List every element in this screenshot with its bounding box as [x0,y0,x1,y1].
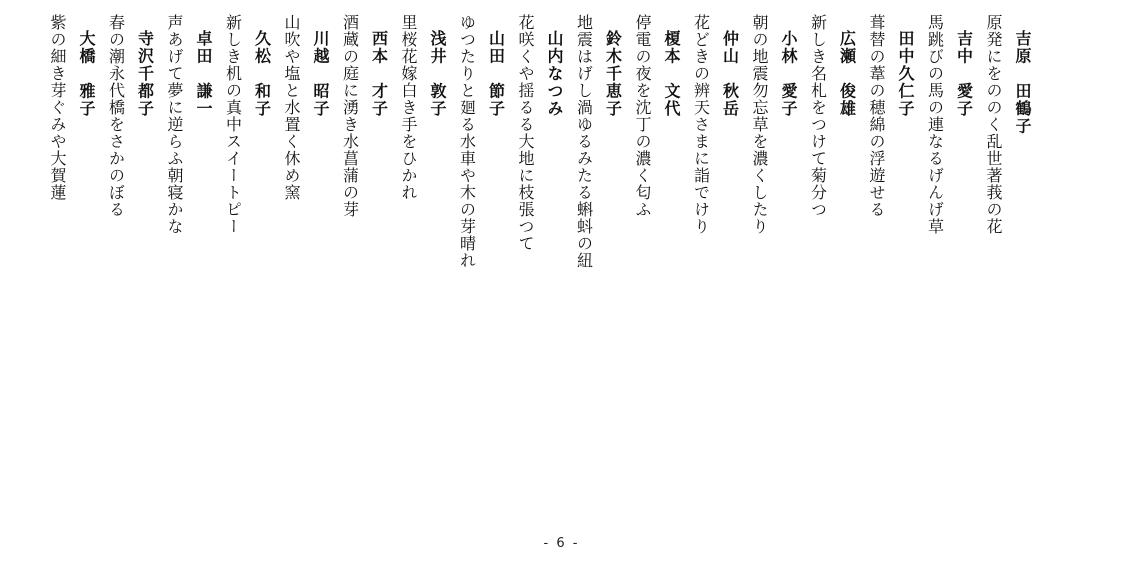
haiku-entry [628,10,687,510]
haiku-text: 里桜花嫁白き手をひかれ [399,14,418,201]
haiku-text: 花咲くや揺るる大地に枝張つて [516,14,535,252]
haiku-entry [335,10,394,510]
author-name: 榎本 文代 [662,30,681,118]
author-name: 西本 才子 [369,30,389,118]
author-name: 寺沢千都子 [135,30,155,118]
haiku-entry [803,10,862,510]
haiku-entry [452,10,511,510]
haiku-text: 停電の夜を沈丁の濃く匂ふ [633,14,652,218]
author-name: 久松 和子 [252,30,272,118]
haiku-text: 声あげて夢に逆らふ朝寝かな [165,14,184,235]
author-name: 卓田 謙一 [194,30,213,118]
haiku-entry [394,10,453,510]
haiku-entry [686,10,745,510]
haiku-entry [43,10,102,510]
author-name: 仲山 秋岳 [720,30,740,118]
haiku-entry [745,10,804,510]
haiku-text: 新しき名札をつけて菊分つ [808,14,828,218]
haiku-entry [920,10,979,510]
haiku-text: 葺替の葦の穂綿の浮遊せる [867,14,886,218]
author-name: 大橋 雅子 [77,30,96,118]
page-number: - 6 - [543,536,580,551]
haiku-columns [43,10,1038,510]
haiku-text: 花どきの辨天さまに詣でけり [691,14,711,235]
haiku-text: 紫の細き芽ぐみや大賀蓮 [48,14,67,201]
haiku-text: 馬跳びの馬の連なるげんげ草 [925,14,945,235]
haiku-text: 新しき机の真中スイートピー [223,14,243,235]
author-name: 広瀬 俊雄 [837,30,857,118]
author-name: 浅井 敦子 [428,30,447,118]
author-name: 田中久仁子 [896,30,915,118]
haiku-entry [511,10,570,510]
haiku-text: ゆつたりと廻る水車や木の芽晴れ [457,14,477,269]
haiku-entry [160,10,219,510]
haiku-entry [569,10,628,510]
haiku-entry [979,10,1038,510]
author-name: 山内なつみ [545,30,564,118]
haiku-entry [218,10,277,510]
author-name: 小林 愛子 [779,30,798,118]
haiku-entry [862,10,921,510]
haiku-text: 酒蔵の庭に湧き水菖蒲の芽 [340,14,360,218]
haiku-text: 朝の地震勿忘草を濃くしたり [750,14,769,235]
author-name: 吉中 愛子 [954,30,974,118]
haiku-entry [101,10,160,510]
author-name: 川越 昭子 [311,30,330,118]
haiku-entry [277,10,336,510]
haiku-text: 春の潮永代橋をさかのぼる [106,14,126,218]
haiku-text: 地震はげし渦ゆるみたる蝌蚪の紐 [574,14,594,269]
author-name: 鈴木千恵子 [603,30,623,118]
haiku-text: 原発にをののく乱世著莪の花 [984,14,1003,235]
haiku-text: 山吹や塩と水置く休め窯 [282,14,301,201]
author-name: 山田 節子 [486,30,506,118]
author-name: 吉原 田鶴子 [1013,30,1032,135]
